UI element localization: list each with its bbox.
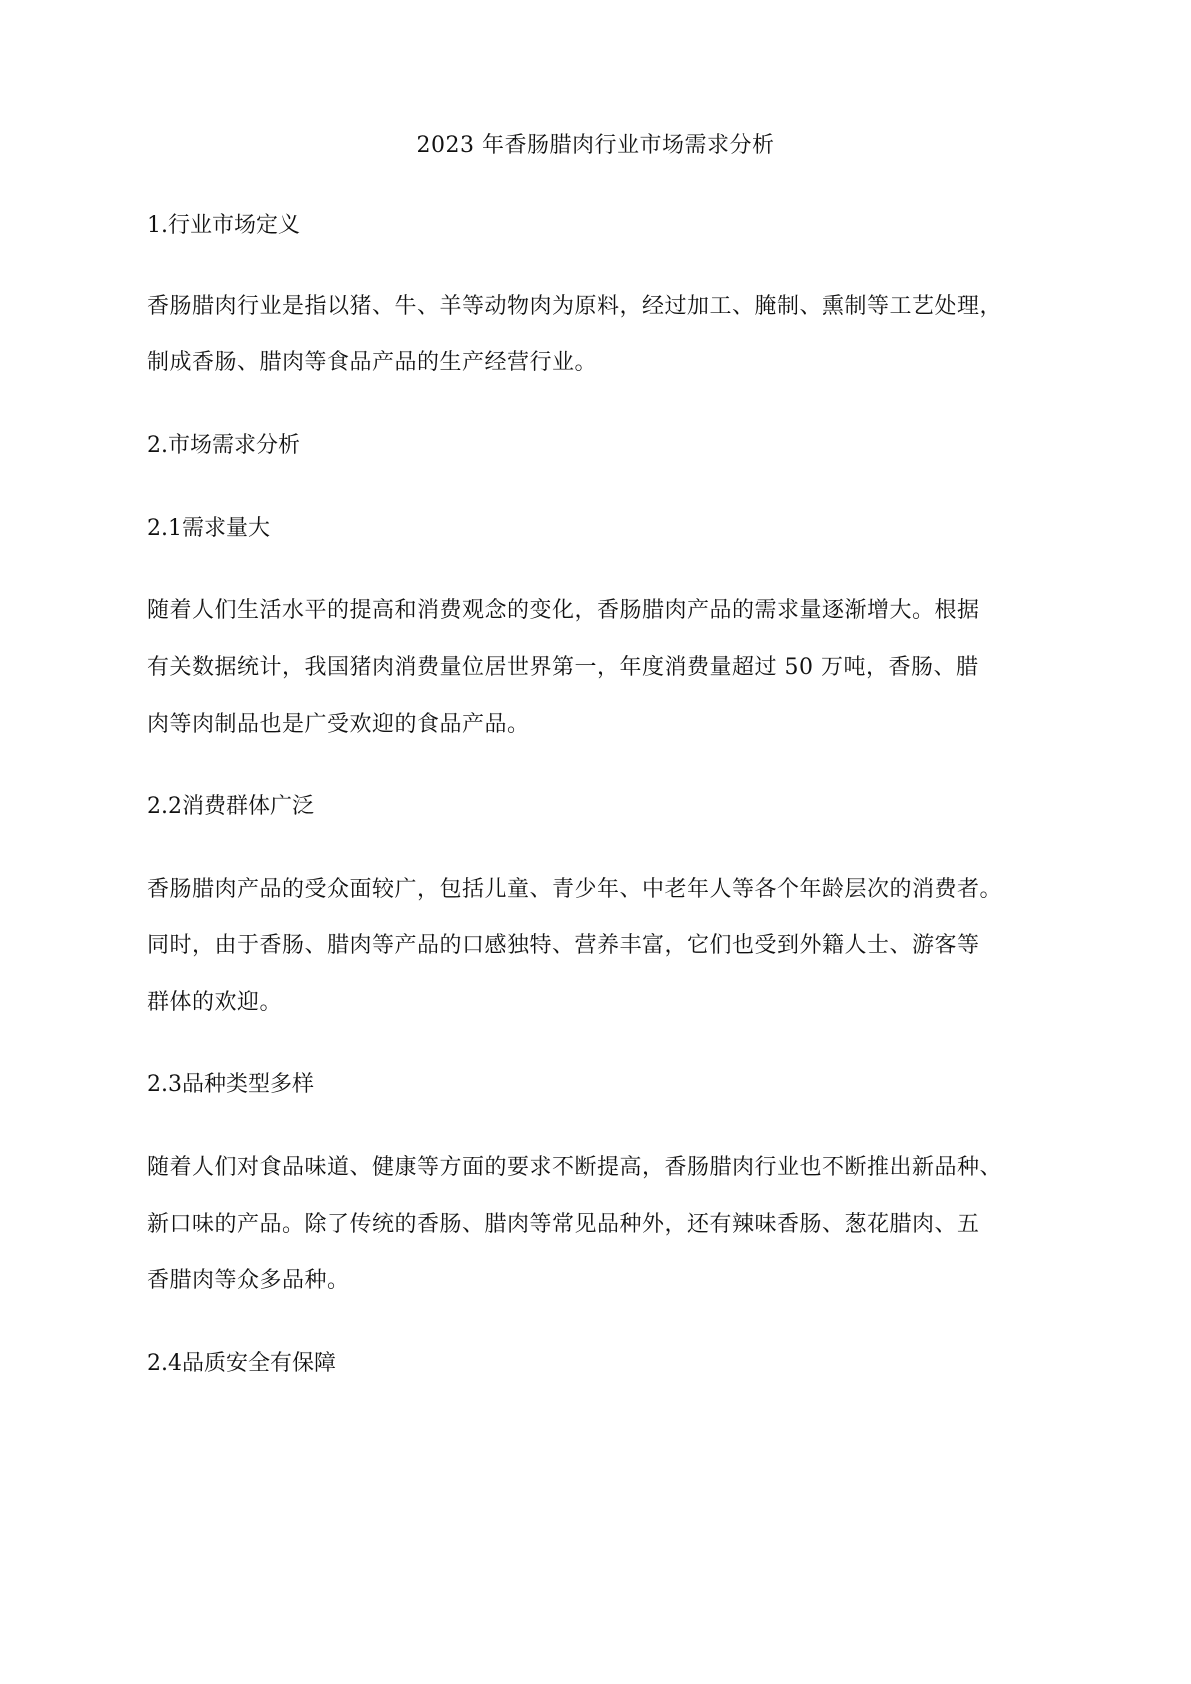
paragraph-2-3-line-3: 香腊肉等众多品种。 <box>147 1268 350 1293</box>
section-heading-2-3: 2.3品种类型多样 <box>147 1072 314 1097</box>
paragraph-2-2-line-3: 群体的欢迎。 <box>147 990 283 1015</box>
section-heading-2-4: 2.4品质安全有保障 <box>147 1351 336 1376</box>
paragraph-1-line-2: 制成香肠、腊肉等食品产品的生产经营行业。 <box>147 350 598 375</box>
paragraph-2-1-line-1: 随着人们生活水平的提高和消费观念的变化，香肠腊肉产品的需求量逐渐增大。根据 <box>147 598 980 623</box>
paragraph-2-2-line-2: 同时，由于香肠、腊肉等产品的口感独特、营养丰富，它们也受到外籍人士、游客等 <box>147 933 980 958</box>
section-heading-2-1: 2.1需求量大 <box>147 516 270 541</box>
paragraph-2-3-line-1: 随着人们对食品味道、健康等方面的要求不断提高，香肠腊肉行业也不断推出新品种、 <box>147 1155 1003 1180</box>
document-title: 2023 年香肠腊肉行业市场需求分析 <box>416 133 775 158</box>
section-heading-2-2: 2.2消费群体广泛 <box>147 794 314 819</box>
paragraph-2-1-line-3: 肉等肉制品也是广受欢迎的食品产品。 <box>147 712 530 737</box>
paragraph-2-1-line-2: 有关数据统计，我国猪肉消费量位居世界第一，年度消费量超过 50 万吨，香肠、腊 <box>147 655 979 680</box>
section-heading-1: 1.行业市场定义 <box>147 213 300 238</box>
paragraph-2-3-line-2: 新口味的产品。除了传统的香肠、腊肉等常见品种外，还有辣味香肠、葱花腊肉、五 <box>147 1212 980 1237</box>
section-heading-2: 2.市场需求分析 <box>147 433 300 458</box>
paragraph-2-2-line-1: 香肠腊肉产品的受众面较广，包括儿童、青少年、中老年人等各个年龄层次的消费者。 <box>147 877 1003 902</box>
paragraph-1-line-1: 香肠腊肉行业是指以猪、牛、羊等动物肉为原料，经过加工、腌制、熏制等工艺处理， <box>147 294 1003 319</box>
